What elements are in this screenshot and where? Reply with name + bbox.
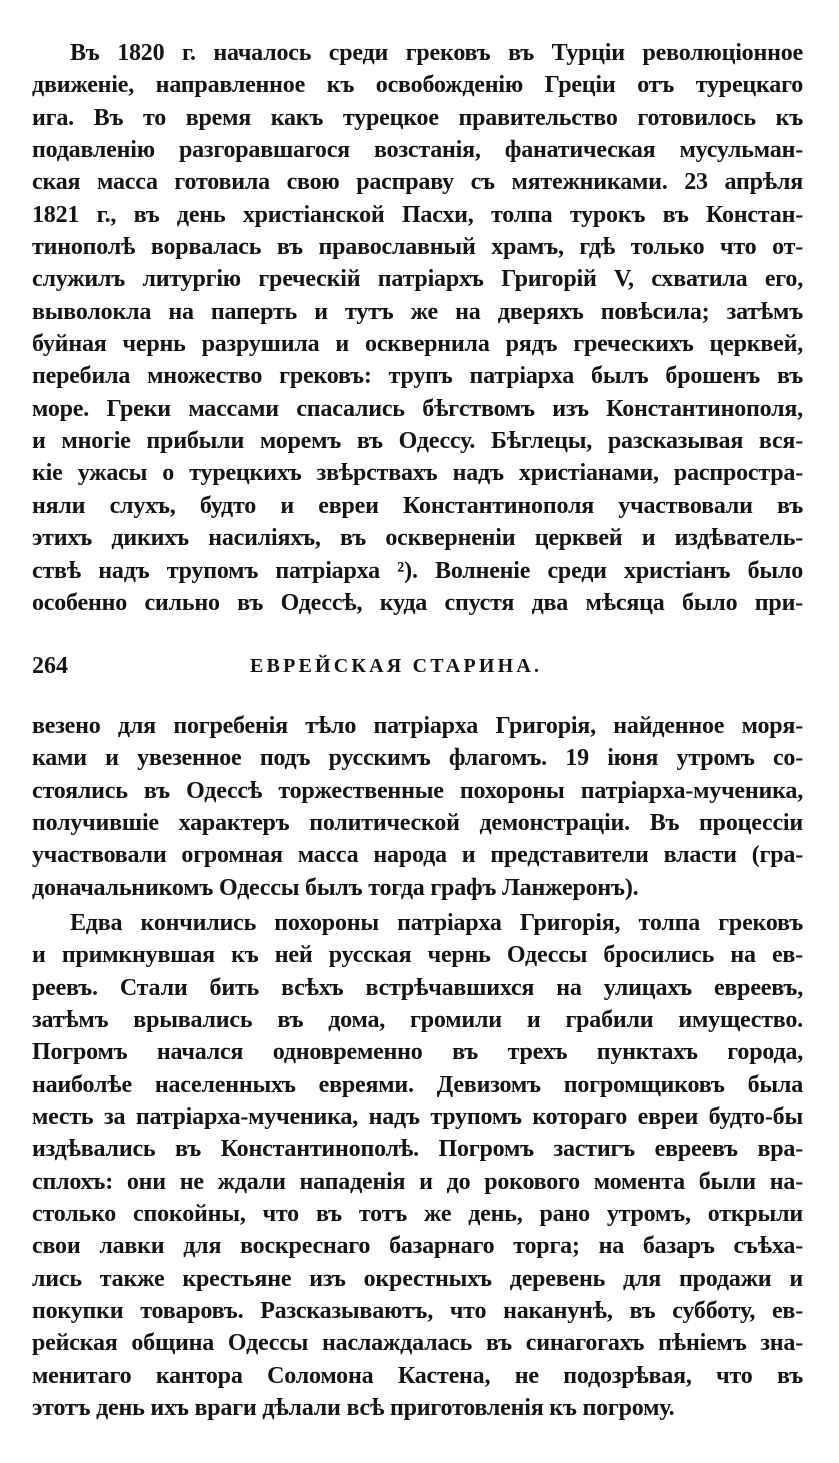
text-line: движеніе, направленное къ освобожденію Греціи отъ турецкаго xyxy=(32,72,803,99)
text-line: Въ 1820 г. началось среди грековъ въ Турціи революціонное xyxy=(70,40,803,66)
text-line: этихъ дикихъ насиліяхъ, въ оскверненіи церквей и издѣватель- xyxy=(32,525,803,552)
text-line: участвовали огромная масса народа и представители власти (гра- xyxy=(32,842,803,869)
text-line: менитаго кантора Соломона Кастена, не подозрѣвая, что въ xyxy=(32,1362,803,1389)
text-line: сплохъ: они не ждали нападенія и до рокового момента были на- xyxy=(32,1168,803,1195)
text-line: и многіе прибыли моремъ въ Одессу. Бѣглецы, разсказывая вся- xyxy=(32,428,803,455)
text-line: издѣвались въ Константинополѣ. Погромъ застигъ евреевъ вра- xyxy=(32,1136,803,1163)
text-line: ствѣ надъ трупомъ патріарха ²). Волненіе среди христіанъ было xyxy=(32,557,803,584)
text-line: свои лавки для воскреснаго базарнаго торга; на базаръ съѣха- xyxy=(32,1233,803,1260)
text-line: Погромъ начался одновременно въ трехъ пунктахъ города, xyxy=(32,1039,803,1066)
text-line: служилъ литургію греческій патріархъ Григорій V, схватила его, xyxy=(32,266,803,293)
text-line: получившіе характеръ политической демонстраціи. Въ процессіи xyxy=(32,810,803,837)
text-line: этотъ день ихъ враги дѣлали всѣ приготовленія къ погрому. xyxy=(32,1395,675,1422)
text-line: наиболѣе населенныхъ евреями. Девизомъ погромщиковъ была xyxy=(32,1071,803,1098)
text-line: особенно сильно въ Одессѣ, куда спустя два мѣсяца было при- xyxy=(32,589,803,616)
text-line: месть за патріарха-мученика, надъ трупомъ котораго евреи будто-бы xyxy=(32,1104,803,1131)
text-line: стоялись въ Одессѣ торжественные похороны патріарха-мученика, xyxy=(32,777,803,804)
text-line: доначальникомъ Одессы былъ тогда графъ Ланжеронъ). xyxy=(32,874,639,901)
paragraph-3 xyxy=(32,907,803,1425)
text-line: покупки товаровъ. Разсказываютъ, что наканунѣ, въ субботу, ев- xyxy=(32,1298,803,1325)
text-line: ками и увезенное подъ русскимъ флагомъ. 19 іюня утромъ со- xyxy=(32,745,803,772)
text-line: выволокла на паперть и тутъ же на дверяхъ повѣсила; затѣмъ xyxy=(32,298,803,325)
text-line: рейская община Одессы наслаждалась въ синагогахъ пѣніемъ зна- xyxy=(32,1330,803,1357)
text-line: Едва кончились похороны патріарха Григорія, толпа грековъ xyxy=(70,910,803,936)
text-line: подавленію разгоравшагося возстанія, фанатическая мусульман- xyxy=(32,137,803,164)
text-line: ига. Въ то время какъ турецкое правительство готовилось къ xyxy=(32,104,803,131)
text-line: 1821 г., въ день христіанской Пасхи, толпа турокъ въ Констан- xyxy=(32,201,803,228)
text-line: везено для погребенія тѣло патріарха Григорія, найденное моря- xyxy=(32,713,803,739)
text-line: море. Греки массами спасались бѣгствомъ изъ Константинополя, xyxy=(32,395,803,422)
text-line: буйная чернь разрушила и осквернила рядъ греческихъ церквей, xyxy=(32,331,803,358)
text-line: лись также крестьяне изъ окрестныхъ деревень для продажи и xyxy=(32,1265,803,1292)
page-number: 264 xyxy=(32,653,68,679)
running-header xyxy=(32,648,803,684)
text-line: кіе ужасы о турецкихъ звѣрствахъ надъ христіанами, распростра- xyxy=(32,460,803,487)
text-line: столько спокойны, что въ тотъ же день, рано утромъ, открыли xyxy=(32,1201,803,1228)
text-line: няли слухъ, будто и евреи Константинополя участвовали въ xyxy=(32,492,803,519)
text-line: тинополѣ ворвалась въ православный храмъ, гдѣ только что от- xyxy=(32,234,803,261)
text-line: реевъ. Стали бить всѣхъ встрѣчавшихся на улицахъ евреевъ, xyxy=(32,974,803,1001)
journal-title: ЕВРЕЙСКАЯ СТАРИНА. xyxy=(250,655,543,677)
text-line: затѣмъ врывались въ дома, громили и грабили имущество. xyxy=(32,1007,803,1034)
text-line: и примкнувшая къ ней русская чернь Одессы бросились на ев- xyxy=(32,942,803,969)
text-line: перебила множество грековъ: трупъ патріарха былъ брошенъ въ xyxy=(32,363,803,390)
paragraph-1 xyxy=(32,37,803,619)
text-line: ская масса готовила свою расправу съ мятежниками. 23 апрѣля xyxy=(32,169,803,196)
paragraph-2 xyxy=(32,710,803,904)
